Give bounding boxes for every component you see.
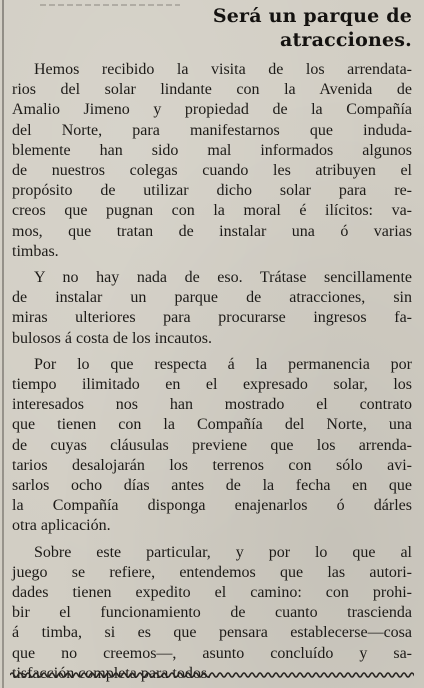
text-line: timbas. xyxy=(12,242,59,260)
text-line: otra aplicación. xyxy=(12,517,111,535)
text-line: blemente han sido mal informados algunos xyxy=(12,141,412,159)
text-line: juego se refiere, entendemos que las autori- xyxy=(12,563,412,581)
text-line: de cuyas cláusulas previene que los arrenda- xyxy=(12,436,412,454)
paragraph xyxy=(12,60,412,262)
text-line: la Compañía disponga enajenarlos ó dárles xyxy=(12,497,412,515)
text-line: Amalio Jimeno y propiedad de la Compañía xyxy=(12,101,412,119)
text-line: bir el funcionamiento de cuanto trascienda xyxy=(12,604,412,622)
paragraph xyxy=(12,355,412,537)
text-line: mos, que tratan de instalar una ó varias xyxy=(12,222,412,240)
wavy-separator xyxy=(10,670,414,680)
text-line: que tienen con la Compañía del Norte, una xyxy=(12,416,412,434)
text-line: de nuestros colegas cuando les atribuyen el xyxy=(12,162,412,180)
text-line: tisfacción completa para todos. xyxy=(12,664,212,682)
text-line: Y no hay nada de eso. Trátase sencillamente xyxy=(34,269,412,287)
text-line: Hemos recibido la visita de los arrendata- xyxy=(34,61,412,78)
text-line: Por lo que respecta á la permanencia por xyxy=(34,355,412,373)
article xyxy=(12,4,412,684)
text-line: miras ulteriores para procurarse ingresos fa- xyxy=(12,309,412,327)
text-line: tiempo ilimitado en el expresado solar, los xyxy=(12,376,412,394)
text-line: rios del solar lindante con la Avenida de xyxy=(12,81,412,99)
paragraph xyxy=(12,268,412,349)
headline-line-1: Será un parque de xyxy=(212,5,412,27)
text-line: dades tienen expedito el camino: con prohi- xyxy=(12,584,412,602)
text-line: propósito de utilizar dicho solar para re- xyxy=(12,182,412,200)
text-line: de instalar un parque de atracciones, sin xyxy=(12,289,412,307)
text-line: Sobre este particular, y por lo que al xyxy=(34,543,412,561)
text-line: sarlos ocho días antes de la fecha en que xyxy=(12,477,412,495)
headline-line-2: atracciones. xyxy=(279,29,412,51)
text-line: bulosos á costa de los incautos. xyxy=(12,329,212,347)
text-line: tarios desalojarán los terrenos con sólo avi- xyxy=(12,456,412,474)
text-line: creos que pugnan con la moral é ilícitos: va- xyxy=(12,202,412,220)
headline xyxy=(12,4,412,52)
text-line: que no creemos—, asunto concluído y sa- xyxy=(12,644,412,662)
paragraph xyxy=(12,543,412,684)
column-rule xyxy=(2,0,4,688)
text-line: del Norte, para manifestarnos que induda- xyxy=(12,121,412,139)
text-line: á timba, si es que pensara establecerse—cosa xyxy=(12,624,412,642)
text-line: interesados nos han mostrado el contrato xyxy=(12,396,412,414)
article-body xyxy=(12,60,412,684)
